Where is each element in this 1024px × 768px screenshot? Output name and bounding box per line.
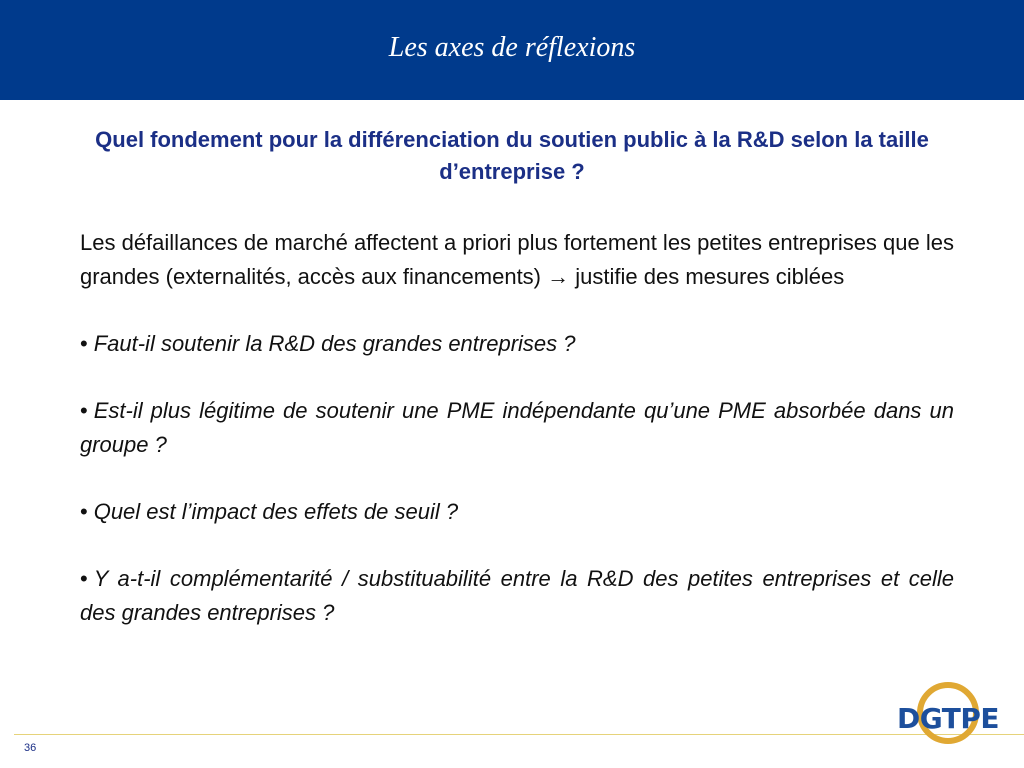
bullet-item bbox=[80, 394, 954, 462]
bullet-text: Y a-t-il complémentarité / substituabilité entre la R&D des petites entreprises et celle des grandes entreprises ? bbox=[80, 566, 954, 625]
slide-subtitle: Quel fondement pour la différenciation du soutien public à la R&D selon la taille d’entreprise ? bbox=[95, 127, 929, 184]
bullet-icon: • bbox=[80, 398, 88, 423]
bullet-item bbox=[80, 495, 954, 529]
bullet-text: Est-il plus légitime de soutenir une PME indépendante qu’une PME absorbée dans un groupe ? bbox=[80, 398, 954, 457]
dgtpe-logo bbox=[893, 680, 1003, 750]
intro-conclusion: justifie des mesures ciblées bbox=[575, 264, 845, 289]
footer-divider bbox=[14, 734, 1024, 735]
bullet-item bbox=[80, 562, 954, 630]
bullet-icon: • bbox=[80, 566, 88, 591]
intro-text: Les défaillances de marché affectent a priori plus fortement les petites entreprises que les grandes (externalités, accès aux financements) bbox=[80, 230, 954, 289]
right-arrow-icon: → bbox=[547, 264, 570, 289]
slide-body bbox=[80, 226, 954, 630]
bullet-text: Quel est l’impact des effets de seuil ? bbox=[93, 499, 459, 524]
intro-paragraph bbox=[80, 226, 954, 294]
slide-title: Les axes de réflexions bbox=[388, 32, 636, 63]
bullet-icon: • bbox=[80, 331, 88, 356]
logo-text: DGTPE bbox=[897, 702, 999, 735]
bullet-icon: • bbox=[80, 499, 88, 524]
page-number: 36 bbox=[24, 742, 37, 754]
bullet-text: Faut-il soutenir la R&D des grandes entreprises ? bbox=[93, 331, 576, 356]
bullet-item bbox=[80, 327, 954, 361]
